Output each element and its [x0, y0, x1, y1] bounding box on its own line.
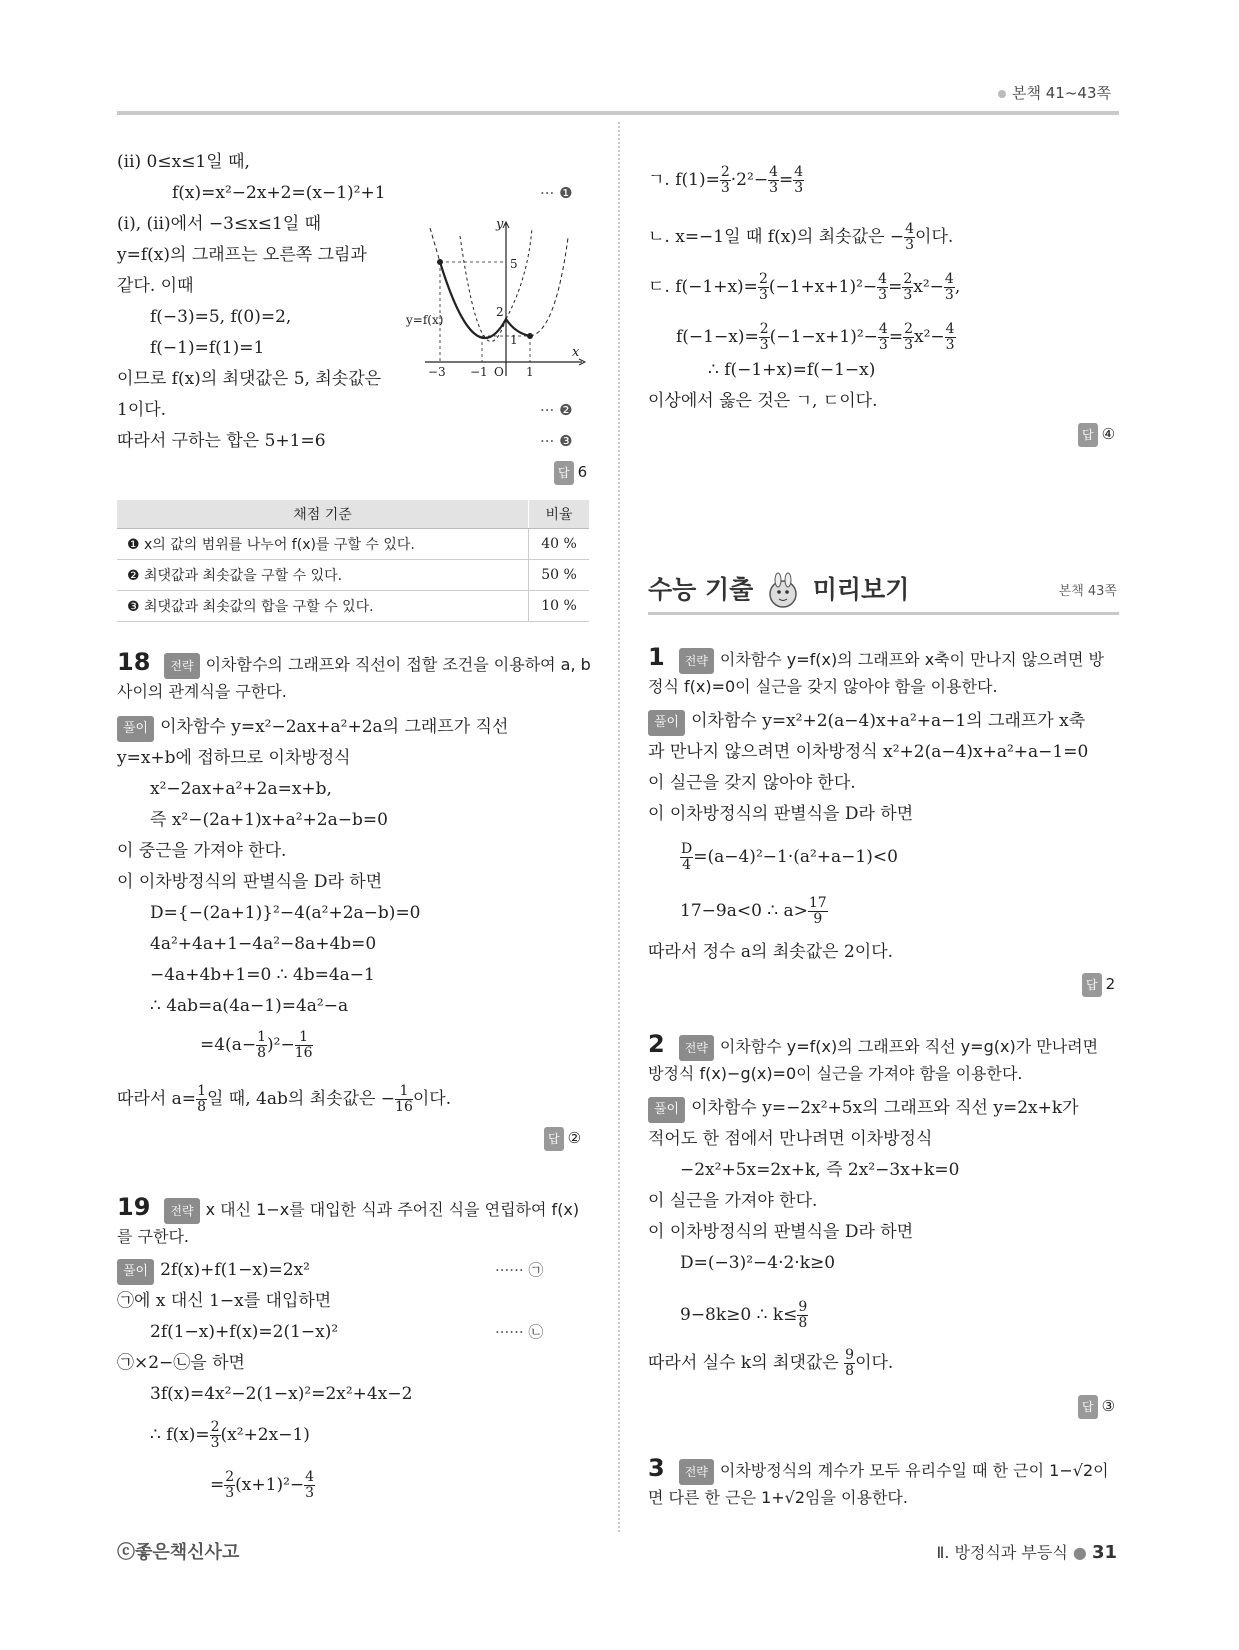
text-line: D=(−3)²−4·2·k≥0: [680, 1253, 836, 1273]
graph-tick: −1: [470, 365, 488, 379]
text-line: 풀이 2f(x)+f(1−x)=2x²: [117, 1258, 310, 1285]
text-line: x²−2ax+a²+2a=x+b,: [150, 779, 332, 799]
text-line: (ⅰ), (ⅱ)에서 −3≤x≤1일 때: [117, 214, 322, 234]
text-line: −2x²+5x=2x+k, 즉 2x²−3x+k=0: [680, 1160, 960, 1180]
equation-label: ······ ㉡: [495, 1323, 544, 1341]
text-line: ㄷ. f(−1+x)= $\frac{2}{3}$ (−1+x+1)²− $\frac{4}{3}$ = $\frac{2}{3}$ x²− $\frac{4}{3}$ ,: [648, 271, 961, 303]
text-line: 이 이차방정식의 판별식을 D라 하면: [648, 804, 914, 824]
graph-tick: 1: [510, 333, 518, 347]
text-line: 를 구한다.: [117, 1227, 189, 1246]
graph-y-label: y: [496, 217, 504, 232]
question-2-strategy: 2 전략 이차함수 y=f(x)의 그래프와 직선 y=g(x)가 만나려면: [648, 1032, 1098, 1061]
text-line: ∴ f(−1+x)=f(−1−x): [708, 360, 876, 380]
text-line: 따라서 실수 k의 최댓값은 $\frac{9}{8}$ 이다.: [648, 1347, 894, 1379]
text-line: 따라서 구하는 합은 5+1=6: [117, 431, 326, 451]
text-line: $\frac{D}{4}$ =(a−4)²−1·(a²+a−1)<0: [681, 841, 898, 873]
text-line: f(−3)=5, f(0)=2,: [150, 307, 292, 327]
scoring-table: [117, 500, 589, 622]
equation-label: ······ ㉠: [495, 1261, 544, 1279]
text-line: 이 이차방정식의 판별식을 D라 하면: [648, 1222, 914, 1242]
table-row: ❷ 최댓값과 최솟값을 구할 수 있다. 50 %: [117, 560, 589, 591]
answer-q1: 답 2: [1082, 972, 1115, 997]
question-1-strategy: 1 전략 이차함수 y=f(x)의 그래프와 x축이 만나지 않으려면 방: [648, 645, 1104, 674]
text-line: 과 만나지 않으려면 이차방정식 x²+2(a−4)x+a²+a−1=0: [648, 742, 1089, 762]
step-marker: ··· ❷: [540, 401, 573, 419]
text-line: (ⅱ) 0≤x≤1일 때,: [117, 152, 250, 172]
text-line: f(−1)=f(1)=1: [150, 338, 265, 358]
question-3-strategy: 3 전략 이차방정식의 계수가 모두 유리수일 때 한 근이 1−√2이: [648, 1456, 1109, 1485]
text-line: 적어도 한 점에서 만나려면 이차방정식: [648, 1129, 933, 1149]
text-line: 이 중근을 가져야 한다.: [117, 841, 287, 861]
table-header: 채점 기준: [117, 500, 529, 529]
text-line: 따라서 정수 a의 최솟값은 2이다.: [648, 942, 894, 962]
graph-tick: 1: [526, 365, 534, 379]
table-row: ❶ x의 값의 범위를 나누어 f(x)를 구할 수 있다. 40 %: [117, 529, 589, 560]
answer-18: 답 ②: [544, 1126, 581, 1151]
text-line: 이상에서 옳은 것은 ㄱ, ㄷ이다.: [648, 391, 878, 411]
text-line: ㄱ. f(1)= $\frac{2}{3}$ ·2²− $\frac{4}{3}$ = $\frac{4}{3}$: [648, 164, 804, 196]
text-line: 이 이차방정식의 판별식을 D라 하면: [117, 872, 383, 892]
graph-tick: 2: [496, 305, 504, 319]
text-line: D={−(2a+1)}²−4(a²+2a−b)=0: [150, 903, 421, 923]
text-line: 3f(x)=4x²−2(1−x)²=2x²+4x−2: [150, 1384, 413, 1404]
text-line: 따라서 a= $\frac{1}{8}$ 일 때, 4ab의 최솟값은 − $\frac{1}{16}$ 이다.: [117, 1083, 452, 1115]
text-line: ㉠×2−㉡을 하면: [117, 1353, 245, 1373]
text-line: 풀이 이차함수 y=−2x²+5x의 그래프와 직선 y=2x+k가: [648, 1096, 1079, 1123]
text-line: ㉠에 x 대신 1−x를 대입하면: [117, 1291, 332, 1311]
table-header: 비율: [529, 500, 590, 529]
text-line: ∴ f(x)= $\frac{2}{3}$ (x²+2x−1): [150, 1419, 310, 1451]
graph-point: [527, 333, 533, 339]
text-line: −4a+4b+1=0 ∴ 4b=4a−1: [150, 965, 375, 985]
graph-point: [437, 259, 443, 265]
section-page-ref: 본책 43쪽: [1058, 584, 1117, 599]
text-line: 이 실근을 갖지 않아야 한다.: [648, 773, 856, 793]
graph-tick: −3: [428, 365, 446, 379]
answer-q2: 답 ③: [1078, 1394, 1115, 1419]
text-line: 1이다.: [117, 400, 167, 420]
text-line: =4(a− $\frac{1}{8}$ )²− $\frac{1}{16}$: [200, 1029, 313, 1061]
text-line: 풀이 이차함수 y=x²−2ax+a²+2a의 그래프가 직선: [117, 715, 508, 742]
problem-19-strategy: 19 전략 x 대신 1−x를 대입한 식과 주어진 식을 연립하여 f(x): [117, 1195, 579, 1224]
text-line: 같다. 이때: [117, 276, 194, 296]
text-line: y=f(x)의 그래프는 오른쪽 그림과: [117, 245, 367, 265]
section-title: 수능 기출 미리보기: [648, 570, 909, 608]
text-line: 즉 x²−(2a+1)x+a²+2a−b=0: [150, 810, 388, 830]
graph-curve-label: y=f(x): [406, 313, 444, 327]
step-marker: ··· ❶: [540, 184, 573, 202]
column-divider: [618, 122, 620, 1532]
text-line: ㄴ. x=−1일 때 f(x)의 최솟값은 − $\frac{4}{3}$ 이다.: [648, 221, 954, 253]
text-line: f(x)=x²−2x+2=(x−1)²+1: [172, 183, 386, 203]
text-line: 정식 f(x)=0이 실근을 갖지 않아야 함을 이용한다.: [648, 677, 998, 696]
text-line: 사이의 관계식을 구한다.: [117, 682, 287, 701]
problem-18-strategy: 18 전략 이차함수의 그래프와 직선이 접할 조건을 이용하여 a, b: [117, 650, 591, 679]
text-line: 풀이 이차함수 y=x²+2(a−4)x+a²+a−1의 그래프가 x축: [648, 709, 1085, 736]
text-line: 4a²+4a+1−4a²−8a+4b=0: [150, 934, 377, 954]
answer-17-right: 답 ④: [1078, 422, 1115, 447]
publisher-logo: ⓒ좋은책신사고: [117, 1542, 240, 1563]
answer-17: 답 6: [554, 460, 587, 485]
text-line: 방정식 f(x)−g(x)=0이 실근을 가져야 함을 이용한다.: [648, 1064, 1023, 1083]
text-line: f(−1−x)= $\frac{2}{3}$ (−1−x+1)²− $\frac{4}{3}$ = $\frac{2}{3}$ x²− $\frac{4}{3}$: [676, 321, 955, 353]
graph-tick: O: [494, 365, 504, 379]
graph-tick: 5: [510, 257, 518, 271]
function-graph: [406, 217, 590, 380]
rabbit-mascot-icon: [766, 574, 800, 608]
section-rule: [648, 612, 1119, 615]
text-line: 면 다른 한 근은 1+√2임을 이용한다.: [648, 1488, 908, 1507]
text-line: 2f(1−x)+f(x)=2(1−x)²: [150, 1322, 339, 1342]
top-rule: [117, 111, 1119, 115]
text-line: ∴ 4ab=a(4a−1)=4a²−a: [150, 996, 349, 1016]
table-row: ❸ 최댓값과 최솟값의 합을 구할 수 있다. 10 %: [117, 591, 589, 622]
graph-x-label: x: [572, 345, 580, 360]
page-reference: 본책 41~43쪽: [998, 82, 1111, 103]
text-line: 이 실근을 가져야 한다.: [648, 1191, 818, 1211]
text-line: 17−9a<0 ∴ a> $\frac{17}{9}$: [680, 895, 827, 927]
text-line: y=x+b에 접하므로 이차방정식: [117, 748, 351, 768]
footer-chapter: Ⅱ. 방정식과 부등식 ● 31: [936, 1542, 1117, 1563]
text-line: 이므로 f(x)의 최댓값은 5, 최솟값은: [117, 369, 382, 389]
text-line: 9−8k≥0 ∴ k≤ $\frac{9}{8}$: [680, 1299, 808, 1331]
step-marker: ··· ❸: [540, 432, 573, 450]
text-line: = $\frac{2}{3}$ (x+1)²− $\frac{4}{3}$: [210, 1469, 315, 1501]
